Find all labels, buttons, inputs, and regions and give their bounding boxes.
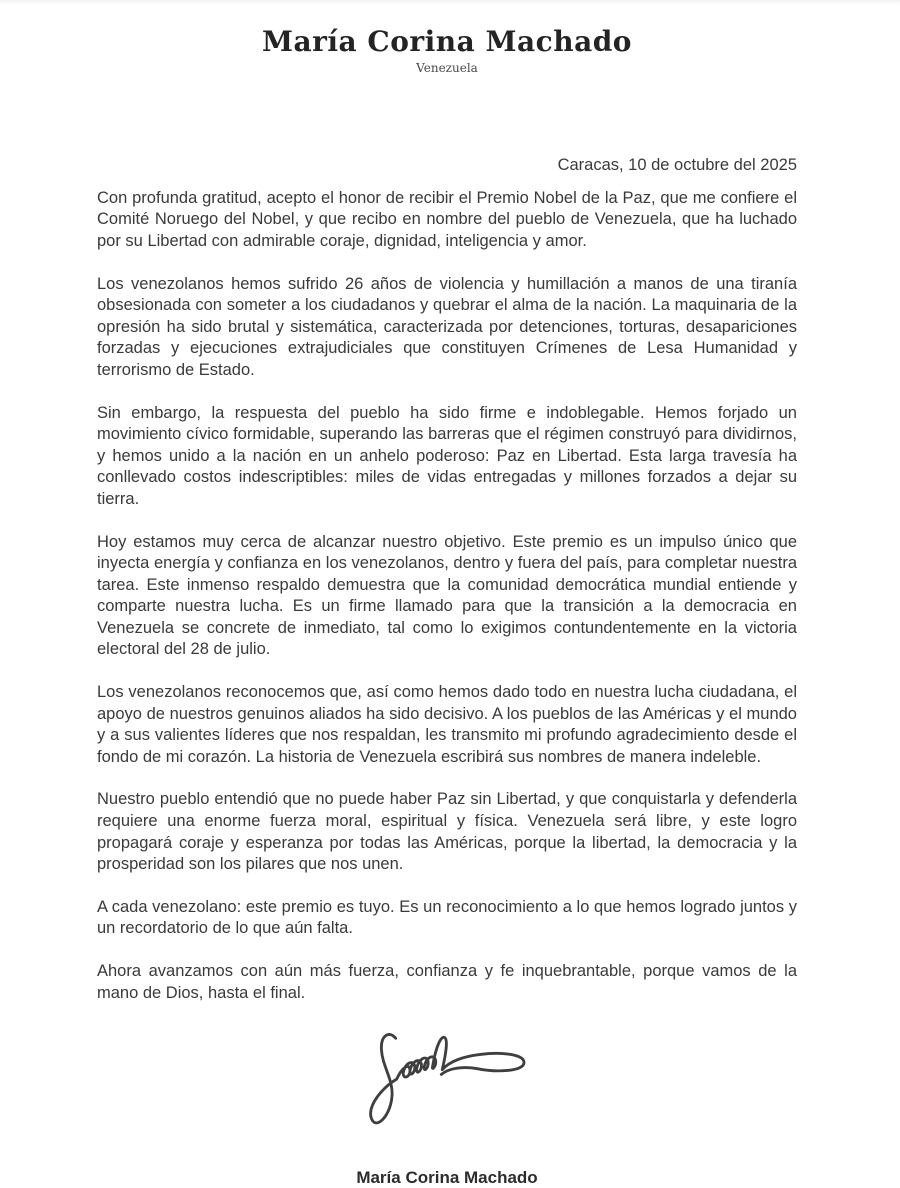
letter-paragraph: Nuestro pueblo entendió que no puede haber Paz sin Libertad, y que conquistarla y defenderla requiere una enorme fuerza moral, espiritual y física. Venezuela será libre, y este logro propagará coraje y esperanza por todas las Américas, porque la libertad, la democracia y la prosperidad son los pilares que nos unen. — [97, 790, 797, 874]
letter-paragraph: Hoy estamos muy cerca de alcanzar nuestro objetivo. Este premio es un impulso único que inyecta energía y confianza en los venezolanos, dentro y fuera del país, para completar nuestra tarea. Este inmenso respaldo demuestra que la comunidad democrática mundial entiende y comparte nuestra lucha. Es un firme llamado para que la transición a la democracia en Venezuela se concrete de inmediato, tal como lo exigimos contundentemente en la victoria electoral del 28 de julio. — [97, 532, 797, 659]
letter-paragraph: Los venezolanos reconocemos que, así como hemos dado todo en nuestra lucha ciudadana, el apoyo de nuestros genuinos aliados ha sido decisivo. A los pueblos de las Américas y el mundo y a sus valientes líderes que nos respaldan, les transmito mi profundo agradecimiento desde el fondo de mi corazón. La historia de Venezuela escribirá sus nombres de manera indeleble. — [97, 683, 797, 766]
signature-block — [97, 1025, 797, 1188]
letter-paragraph: Sin embargo, la respuesta del pueblo ha sido firme e indoblegable. Hemos forjado un movimiento cívico formidable, superando las barreras que el régimen construyó para dividirnos, y hemos unido a la nación en un anhelo poderoso: Paz en Libertad. Esta larga travesía ha conllevado costos indescriptibles: miles de vidas entregadas y millones forzados a dejar su tierra. — [97, 403, 797, 508]
signer-name: María Corina Machado — [356, 1168, 538, 1188]
letterhead-country: Venezuela — [416, 61, 478, 76]
signature-image — [352, 1025, 542, 1139]
letter-body — [97, 155, 797, 1188]
dateline: Caracas, 10 de octubre del 2025 — [557, 156, 797, 175]
letterhead — [97, 26, 797, 75]
letter-paragraph: Con profunda gratitud, acepto el honor de recibir el Premio Nobel de la Paz, que me confiere el Comité Noruego del Nobel, y que recibo en nombre del pueblo de Venezuela, que ha luchado por su Libertad con admirable coraje, dignidad, inteligencia y amor. — [97, 188, 797, 250]
scan-edge — [0, 0, 900, 4]
letter-paragraph: A cada venezolano: este premio es tuyo. Es un reconocimiento a lo que hemos logrado juntos y un recordatorio de lo que aún falta. — [97, 897, 797, 938]
letterhead-name: María Corina Machado — [262, 25, 632, 58]
letter-paragraph: Los venezolanos hemos sufrido 26 años de violencia y humillación a manos de una tiranía obsesionada con someter a los ciudadanos y quebrar el alma de la nación. La maquinaria de la opresión ha sido brutal y sistemática, caracterizada por detenciones, torturas, desapariciones forzadas y ejecuciones extrajudiciales que constituyen Crímenes de Lesa Humanidad y terrorismo de Estado. — [97, 274, 797, 379]
letter-paragraph: Ahora avanzamos con aún más fuerza, confianza y fe inquebrantable, porque vamos de la mano de Dios, hasta el final. — [97, 962, 797, 1002]
